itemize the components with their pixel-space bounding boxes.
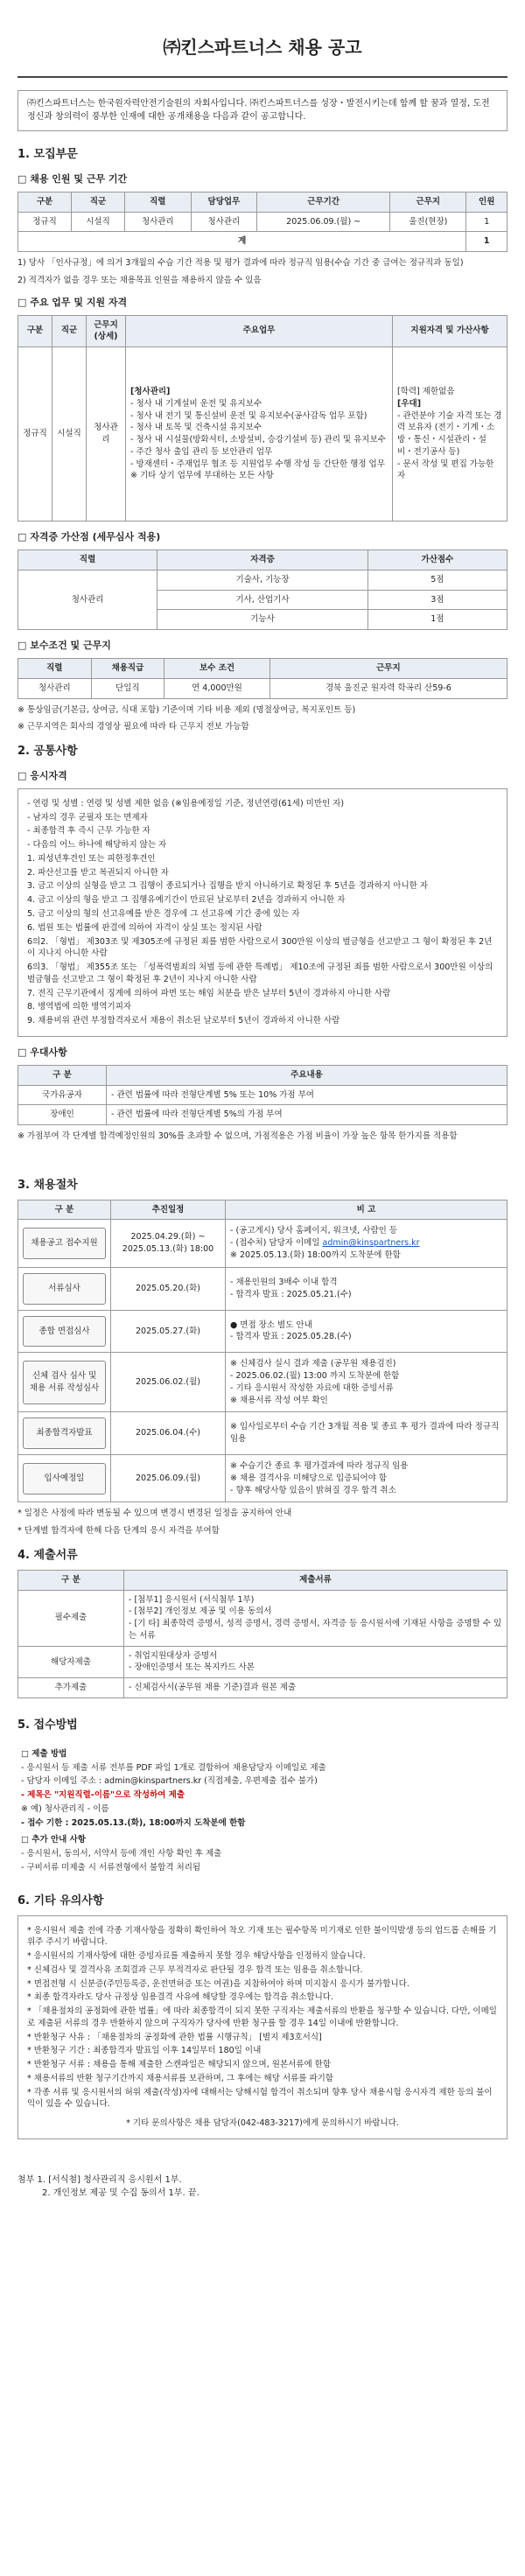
elig-item: 2. 파산선고를 받고 복권되지 아니한 자 [27, 867, 169, 878]
apply-subheading: □ 제출 방법 [21, 1748, 67, 1759]
process-step-cell [18, 1220, 111, 1267]
elig-subheading: □ 응시자격 [18, 769, 67, 781]
notice-item: * 반환청구 기간 : 최종합격자 발표일 이후 14일부터 180일 이내 [27, 2046, 262, 2056]
duty-item: - 주간 청사 출입 관리 등 보안관리 업무 [130, 446, 273, 457]
qual-cell [393, 347, 508, 522]
process-note: ※ 채용서류 작성 여부 확인 [230, 1395, 328, 1405]
table-cell: 정규직 [18, 212, 72, 232]
duty-item: - 청사 내 기계설비 운전 및 유지보수 [130, 398, 262, 409]
process-notes [226, 1310, 508, 1353]
qual-item: [학력] 제한없음 [397, 387, 455, 397]
elig-item: 8. 병역법에 의한 병역기피자 [27, 1002, 132, 1012]
qual-item: [우대] [397, 398, 422, 409]
process-notes [226, 1412, 508, 1455]
process-note: - (공고게시) 당사 홈페이지, 워크넷, 사람인 등 [230, 1226, 398, 1236]
process-date: 2025.04.29.(화) ~ 2025.05.13.(화) 18:00 [111, 1220, 226, 1267]
table-header: 근무기간 [257, 192, 390, 212]
table-header: 담당업무 [191, 192, 257, 212]
notice-item: * 신체검사 및 결격사유 조회결과 근무 부적격자로 판단될 경우 합격 또는 임용을 취소합니다. [27, 1964, 363, 1975]
apply-item: ※ 예) 청사관리직 - 이름 [21, 1803, 109, 1814]
process-notes [226, 1455, 508, 1502]
table-cell: 단일직 [91, 678, 164, 698]
process-step-cell [18, 1267, 111, 1310]
table-cell: 3점 [368, 590, 507, 610]
pref-table [18, 1065, 508, 1125]
duty-gubun: 정규직 [18, 347, 52, 522]
notice-box [18, 1915, 508, 2139]
page-title: ㈜킨스파트너스 채용 공고 [18, 10, 508, 78]
table-total-row [18, 232, 508, 252]
pay-subheading: □ 보수조건 및 근무지 [18, 640, 111, 652]
table-row [18, 1412, 508, 1455]
process-step-cell [18, 1310, 111, 1353]
intro-box: ㈜킨스파트너스는 한국원자력안전기술원의 자회사입니다. ㈜킨스파트너스를 성장・발전시키는데 함께 할 꿈과 열정, 도전정신과 창의력이 풍부한 인재에 대한 공개채용을 다음과 같이 공고합니다. [18, 90, 508, 131]
process-note-text: - (접수처) 담당자 이메일 [230, 1238, 323, 1249]
process-notes [226, 1353, 508, 1412]
duty-table [18, 315, 508, 522]
elig-item: - 연령 및 성별 : 연령 및 성별 제한 없음 (※임용예정일 기준, 정년연령(61세) 미만인 자) [27, 798, 345, 808]
notice-item: * 채용서류의 반환 청구기간까지 채용서류를 보관하며, 그 후에는 해당 서류를 파기함 [27, 2073, 333, 2083]
table-header: 구 분 [18, 1200, 111, 1220]
cert-table [18, 550, 508, 630]
process-note: ※ 2025.05.13.(화) 18:00까지 도착분에 한함 [230, 1250, 401, 1261]
doc-label: 해당자제출 [18, 1646, 124, 1678]
duty-item: - 방재센터・주재업무 협조 등 지원업무 수행 작성 등 간단한 행정 업무 [130, 458, 385, 469]
process-note: ※ 수습기간 종료 후 평가결과에 따라 정규직 임용 [230, 1461, 409, 1472]
table-cell: 국가유공자 [18, 1085, 107, 1105]
table-cell: 경북 울진군 원자력 학곡리 산59-6 [270, 678, 507, 698]
pay-note-1: ※ 통상임금(기본급, 상여금, 식대 포함) 기준이며 기타 비용 제외 (명절상여금, 복지포인트 등) [18, 704, 356, 715]
process-step-cell [18, 1412, 111, 1455]
table-cell: 청사관리 [125, 212, 192, 232]
table-header: 직렬 [18, 550, 158, 570]
attachments [18, 2174, 508, 2200]
doc-item: - [첨부2] 개인정보 제공 및 이용 동의서 [129, 1606, 272, 1617]
table-header: 구분 [18, 315, 52, 347]
duty-place: 청사관리 [87, 347, 126, 522]
table-header: 주요내용 [107, 1065, 508, 1085]
apply-item: - 접수 기한 : 2025.05.13.(화), 18:00까지 도착분에 한함 [21, 1817, 246, 1828]
table-row [18, 570, 508, 590]
table-cell: 2025.06.09.(월) ~ [257, 212, 390, 232]
table-header: 구 분 [18, 1570, 124, 1590]
recruit-table [18, 192, 508, 252]
notice-item: * 면접전형 시 신분증(주민등록증, 운전면허증 또는 여권)을 지참하여야 하며 미지참시 응시가 불가합니다. [27, 1978, 410, 1989]
cert-jikryeol: 청사관리 [18, 570, 158, 629]
table-cell: 기사, 산업기사 [158, 590, 368, 610]
table-header: 직군 [72, 192, 125, 212]
process-footnote: * 단계별 합격자에 한해 다음 단계의 응시 자격을 부여함 [18, 1526, 220, 1536]
table-cell: 1 [466, 212, 508, 232]
table-cell: 장애인 [18, 1105, 107, 1125]
table-header: 지원자격 및 가산사항 [393, 315, 508, 347]
process-note: ※ 입사일로부터 수습 기간 3개월 적용 및 종료 후 평가 결과에 따라 정규직 임용 [230, 1422, 500, 1445]
notice-item: * 최종 합격자라도 당사 규정상 임용결격 사유에 해당할 경우에는 합격을 취소합니다. [27, 1992, 333, 2003]
process-note: ● 면접 장소 별도 안내 [230, 1320, 312, 1330]
apply-item: - 응시원서, 동의서, 서약서 등에 개인 사항 확인 후 제출 [21, 1849, 222, 1859]
attachment-line: 첨부 1. [서식첨] 청사관리직 응시원서 1부. [18, 2175, 182, 2185]
elig-item: 9. 채용비위 관련 부정합격자로서 채용이 취소된 날로부터 5년이 경과하지 아니한 사람 [27, 1016, 340, 1026]
elig-item: 6의3. 「형법」 제355조 또는 「성폭력범죄의 처벌 등에 관한 특례법」 제10조에 규정된 죄를 범한 사람으로서 300만원 이상의 벌금형을 선고받고 그 형이 확정된 후 2년이 지나지 아니한 사람 [27, 962, 494, 984]
table-row [18, 212, 508, 232]
recruit-note-2: 2) 적격자가 없을 경우 또는 채용목표 인원을 채용하지 않을 수 있음 [18, 275, 262, 285]
elig-item: - 최종합격 후 즉시 근무 가능한 자 [27, 826, 150, 836]
doc-label: 필수제출 [18, 1590, 124, 1646]
table-row [18, 1105, 508, 1125]
total-value: 1 [466, 232, 508, 252]
email-link[interactable]: admin@kinspartners.kr [322, 1238, 420, 1249]
elig-item: - 다음의 어느 하나에 해당하지 않는 자 [27, 840, 167, 850]
contact-note: * 기타 문의사항은 채용 담당자(042-483-3217)에게 문의하시기 바랍니다. [126, 2118, 399, 2129]
documents-table [18, 1570, 508, 1698]
announcement [18, 0, 508, 2200]
pref-subheading: □ 우대사항 [18, 1046, 67, 1058]
qual-item: - 관련분야 기술 자격 또는 경력 보유자 (전기・기계・소방・통신・시설관리・설비・전기공사 등) [397, 410, 502, 457]
duty-item: ※ 기타 상기 업무에 부대하는 모든 사항 [130, 471, 274, 481]
table-row [18, 1455, 508, 1502]
process-step-cell [18, 1353, 111, 1412]
doc-item: - 장애인증명서 또는 복지카드 사본 [129, 1662, 255, 1673]
process-date: 2025.06.04.(수) [111, 1412, 226, 1455]
cert-subheading: □ 자격증 가산점 (세무심사 적용) [18, 531, 161, 543]
table-header: 비 고 [226, 1200, 508, 1220]
elig-item: 4. 금고 이상의 형을 받고 그 집행유예기간이 만료된 날로부터 2년을 경과하지 아니한 자 [27, 895, 346, 906]
table-header: 직렬 [18, 659, 92, 679]
table-row [18, 1267, 508, 1310]
elig-item: 6의2. 「형법」 제303조 및 제305조에 규정된 죄를 범한 사람으로서 300만원 이상의 벌금형을 선고받고 그 형이 확정된 후 2년이 지나지 아니한 사람 [27, 936, 493, 959]
duty-subheading: □ 주요 업무 및 지원 자격 [18, 296, 128, 308]
table-cell: 5점 [368, 570, 507, 590]
table-cell: 울진(현장) [390, 212, 466, 232]
process-table [18, 1200, 508, 1503]
process-step: 서류심사 [23, 1273, 106, 1305]
qual-item: - 문서 작성 및 편집 가능한 자 [397, 458, 494, 481]
process-note: - 합격자 발표 : 2025.05.28.(수) [230, 1332, 352, 1342]
table-header: 자격증 [158, 550, 368, 570]
notice-item: * 반환청구 서류 : 채용을 통해 제출한 스캔파일은 해당되지 않으며, 원본서류에 한함 [27, 2060, 332, 2070]
table-header: 근무지 [270, 659, 507, 679]
process-step: 최종합격자발표 [23, 1418, 106, 1449]
table-cell: - 관련 법률에 따라 전형단계별 5% 또는 10% 가점 부여 [107, 1085, 508, 1105]
process-note: ※ 신체검사 실시 결과 제출 (공무원 채용검진) [230, 1359, 396, 1369]
table-header: 직렬 [125, 192, 192, 212]
table-header: 가산점수 [368, 550, 507, 570]
pay-table [18, 658, 508, 699]
table-row [18, 1353, 508, 1412]
table-header: 구 분 [18, 1065, 107, 1085]
table-row [18, 678, 508, 698]
table-cell: 시설직 [72, 212, 125, 232]
table-header: 보수 조건 [164, 659, 270, 679]
table-header: 추진일정 [111, 1200, 226, 1220]
notice-item: * 반환청구 사유 : 「채용절차의 공정화에 관한 법률 시행규칙」 [별지 제3호서식] [27, 2032, 322, 2042]
table-row [18, 347, 508, 522]
doc-items [124, 1646, 508, 1678]
table-row [18, 1085, 508, 1105]
table-row [18, 1678, 508, 1698]
apply-subheading-2: □ 추가 안내 사항 [21, 1835, 86, 1845]
notice-item: * 「채용절차의 공정화에 관한 법률」에 따라 최종합격이 되지 못한 구직자는 제출서류의 반환을 청구할 수 있습니다. 다만, 이메일로 제출된 서류의 경우 반환하지 않으며 구직자가 당사에 반환 청구를 할 경우 14일 이내에 반환합니다. [27, 2006, 497, 2028]
elig-item: 7. 전직 근무기관에서 징계에 의하여 파면 또는 해임 처분을 받은 날부터 5년이 경과하지 아니한 사람 [27, 988, 391, 998]
apply-item: - 구비서류 미제출 시 서류전형에서 불합격 처리됨 [21, 1862, 201, 1872]
doc-item: - [기 타] 최종학력 증명서, 성적 증명서, 경력 증명서, 자격증 등 응시원서에 기재된 사항을 증명할 수 있는 서류 [129, 1619, 502, 1641]
elig-box [18, 788, 508, 1037]
doc-items [124, 1678, 508, 1698]
table-cell: 기능사 [158, 610, 368, 630]
table-cell: 청사관리 [18, 678, 92, 698]
section-1-heading: 1. 모집부문 [18, 148, 78, 161]
duty-cell [126, 347, 393, 522]
process-note: - 기타 응시원서 작성한 자료에 대한 증빙서류 [230, 1382, 394, 1393]
process-note: ※ 채용 결격사유 미해당으로 입증되어야 함 [230, 1473, 388, 1483]
duty-item: - 청사 내 전기 및 통신설비 운전 및 유지보수(공사감독 업무 포함) [130, 410, 368, 421]
table-row [18, 1310, 508, 1353]
process-note: - 2025.06.02.(월) 13:00 까지 도착분에 한함 [230, 1371, 400, 1382]
recruit-note-1: 1) 당사 「인사규정」에 의거 3개월의 수습 기간 적용 및 평가 결과에 따라 정규직 임용(수습 기간 중 급여는 정규직과 동일) [18, 258, 464, 269]
table-header: 구분 [18, 192, 72, 212]
table-row [18, 1646, 508, 1678]
elig-item: 6. 법원 또는 법률에 판결에 의하여 자격이 상실 또는 정지된 사람 [27, 922, 262, 933]
process-step-cell [18, 1455, 111, 1502]
process-note: - 채용인원의 3배수 이내 합격 [230, 1277, 338, 1287]
apply-box [18, 1740, 508, 1883]
process-date: 2025.06.02.(월) [111, 1353, 226, 1412]
section-5-heading: 5. 접수방법 [18, 1718, 78, 1732]
elig-item: - 남자의 경우 군필자 또는 면제자 [27, 812, 148, 822]
table-header: 근무지 [390, 192, 466, 212]
section-3-heading: 3. 채용절차 [18, 1178, 78, 1192]
process-notes [226, 1220, 508, 1267]
table-cell: 연 4,000만원 [164, 678, 270, 698]
recruit-subheading: □ 채용 인원 및 근무 기간 [18, 172, 128, 185]
process-note: - 합격자 발표 : 2025.05.21.(수) [230, 1289, 352, 1299]
process-step: 입사예정일 [23, 1463, 106, 1494]
process-step: 종합 면접심사 [23, 1316, 106, 1348]
table-header: 근무지(상세) [87, 315, 126, 347]
process-date: 2025.05.20.(화) [111, 1267, 226, 1310]
total-label: 계 [18, 232, 466, 252]
table-cell: - 관련 법률에 따라 전형단계별 5%의 가점 부여 [107, 1105, 508, 1125]
notice-item: * 응시원서의 기재사항에 대한 증빙자료를 제출하지 못할 경우 해당사항을 인정하지 않습니다. [27, 1951, 366, 1962]
process-date: 2025.05.27.(화) [111, 1310, 226, 1353]
doc-label: 추가제출 [18, 1678, 124, 1698]
table-cell: 기술사, 기능장 [158, 570, 368, 590]
table-header: 주요업무 [126, 315, 393, 347]
table-header: 채용직급 [91, 659, 164, 679]
doc-item: - 취업지원대상자 증명서 [129, 1650, 218, 1661]
elig-item: 1. 피성년후견인 또는 피한정후견인 [27, 853, 156, 864]
section-4-heading: 4. 제출서류 [18, 1548, 78, 1562]
elig-item: 3. 금고 이상의 실형을 받고 그 집행이 종료되거나 집행을 받지 아니하기로 확정된 후 5년을 경과하지 아니한 자 [27, 881, 429, 892]
process-date: 2025.06.09.(월) [111, 1455, 226, 1502]
duty-jikgun: 시설직 [52, 347, 87, 522]
apply-item: - 담당자 이메일 주소 : admin@kinspartners.kr (직접제출, 우편제출 접수 불가) [21, 1776, 318, 1787]
notice-item: * 응시원서 제출 전에 각종 기재사항을 정확히 확인하여 착오 기재 또는 필수항목 미기재로 인한 불이익발생 등의 업드롭 손해를 기위주 주시기 바랍니다. [27, 1925, 497, 1948]
duty-item: - 청사 내 토목 및 건축시설 유지보수 [130, 423, 262, 433]
table-header: 제출서류 [124, 1570, 508, 1590]
doc-item: - 신체검사서(공무원 채용 기준)결과 원본 제출 [129, 1683, 297, 1693]
table-row [18, 1220, 508, 1267]
duty-title: [청사관리] [130, 387, 171, 397]
notice-item: * 각종 서류 및 응시원서의 허위 제출(작성)자에 대해서는 당해시험 합격이 취소되며 향후 당사 채용시험 응시자격 제한 등의 불이익이 있을 수 있습니다. [27, 2087, 493, 2110]
apply-item: - 제목은 "지원직렬-이름"으로 작성하여 제출 [21, 1790, 186, 1801]
doc-items [124, 1590, 508, 1646]
elig-item: 5. 금고 이상의 형의 선고유예를 받은 경우에 그 선고유예 기간 중에 있는 자 [27, 908, 300, 919]
section-2-heading: 2. 공통사항 [18, 745, 78, 759]
section-6-heading: 6. 기타 유의사항 [18, 1894, 104, 1908]
table-header: 직군 [52, 315, 87, 347]
table-row [18, 1590, 508, 1646]
process-notes [226, 1267, 508, 1310]
table-header: 인원 [466, 192, 508, 212]
doc-item: - [첨부1] 응시원서 (서식첨부 1부) [129, 1594, 255, 1605]
apply-item: - 응시원서 등 제출 서류 전부를 PDF 파일 1개로 결합하여 채용담당자 이메일로 제출 [21, 1762, 326, 1773]
attachment-line: 2. 개인정보 제공 및 수집 동의서 1부. 끝. [42, 2188, 200, 2198]
pay-note-2: ※ 근무지역은 회사의 경영상 필요에 따라 타 근무지 전보 가능함 [18, 722, 249, 732]
process-step: 신체 검사 심사 및 채용 서류 작성심사 [23, 1361, 106, 1404]
process-note: - 향후 해당사항 있음이 밝혀질 경우 합격 취소 [230, 1485, 396, 1495]
process-step: 채용공고 접수지원 [23, 1228, 106, 1259]
pref-note: ※ 가점부여 각 단계별 합격예정인원의 30%를 초과할 수 없으며, 가점적용은 가점 비율이 가장 높은 항목 한가지를 적용함 [18, 1131, 458, 1142]
duty-item: - 청사 내 시설물(방화셔터, 소방설비, 승강기설비 등) 관리 및 유지보수 [130, 435, 386, 445]
process-footnote: * 일정은 사정에 따라 변동될 수 있으며 변경시 변경된 일정을 공지하여 안내 [18, 1508, 292, 1519]
process-note [230, 1237, 502, 1250]
table-cell: 청사관리 [191, 212, 257, 232]
table-cell: 1점 [368, 610, 507, 630]
